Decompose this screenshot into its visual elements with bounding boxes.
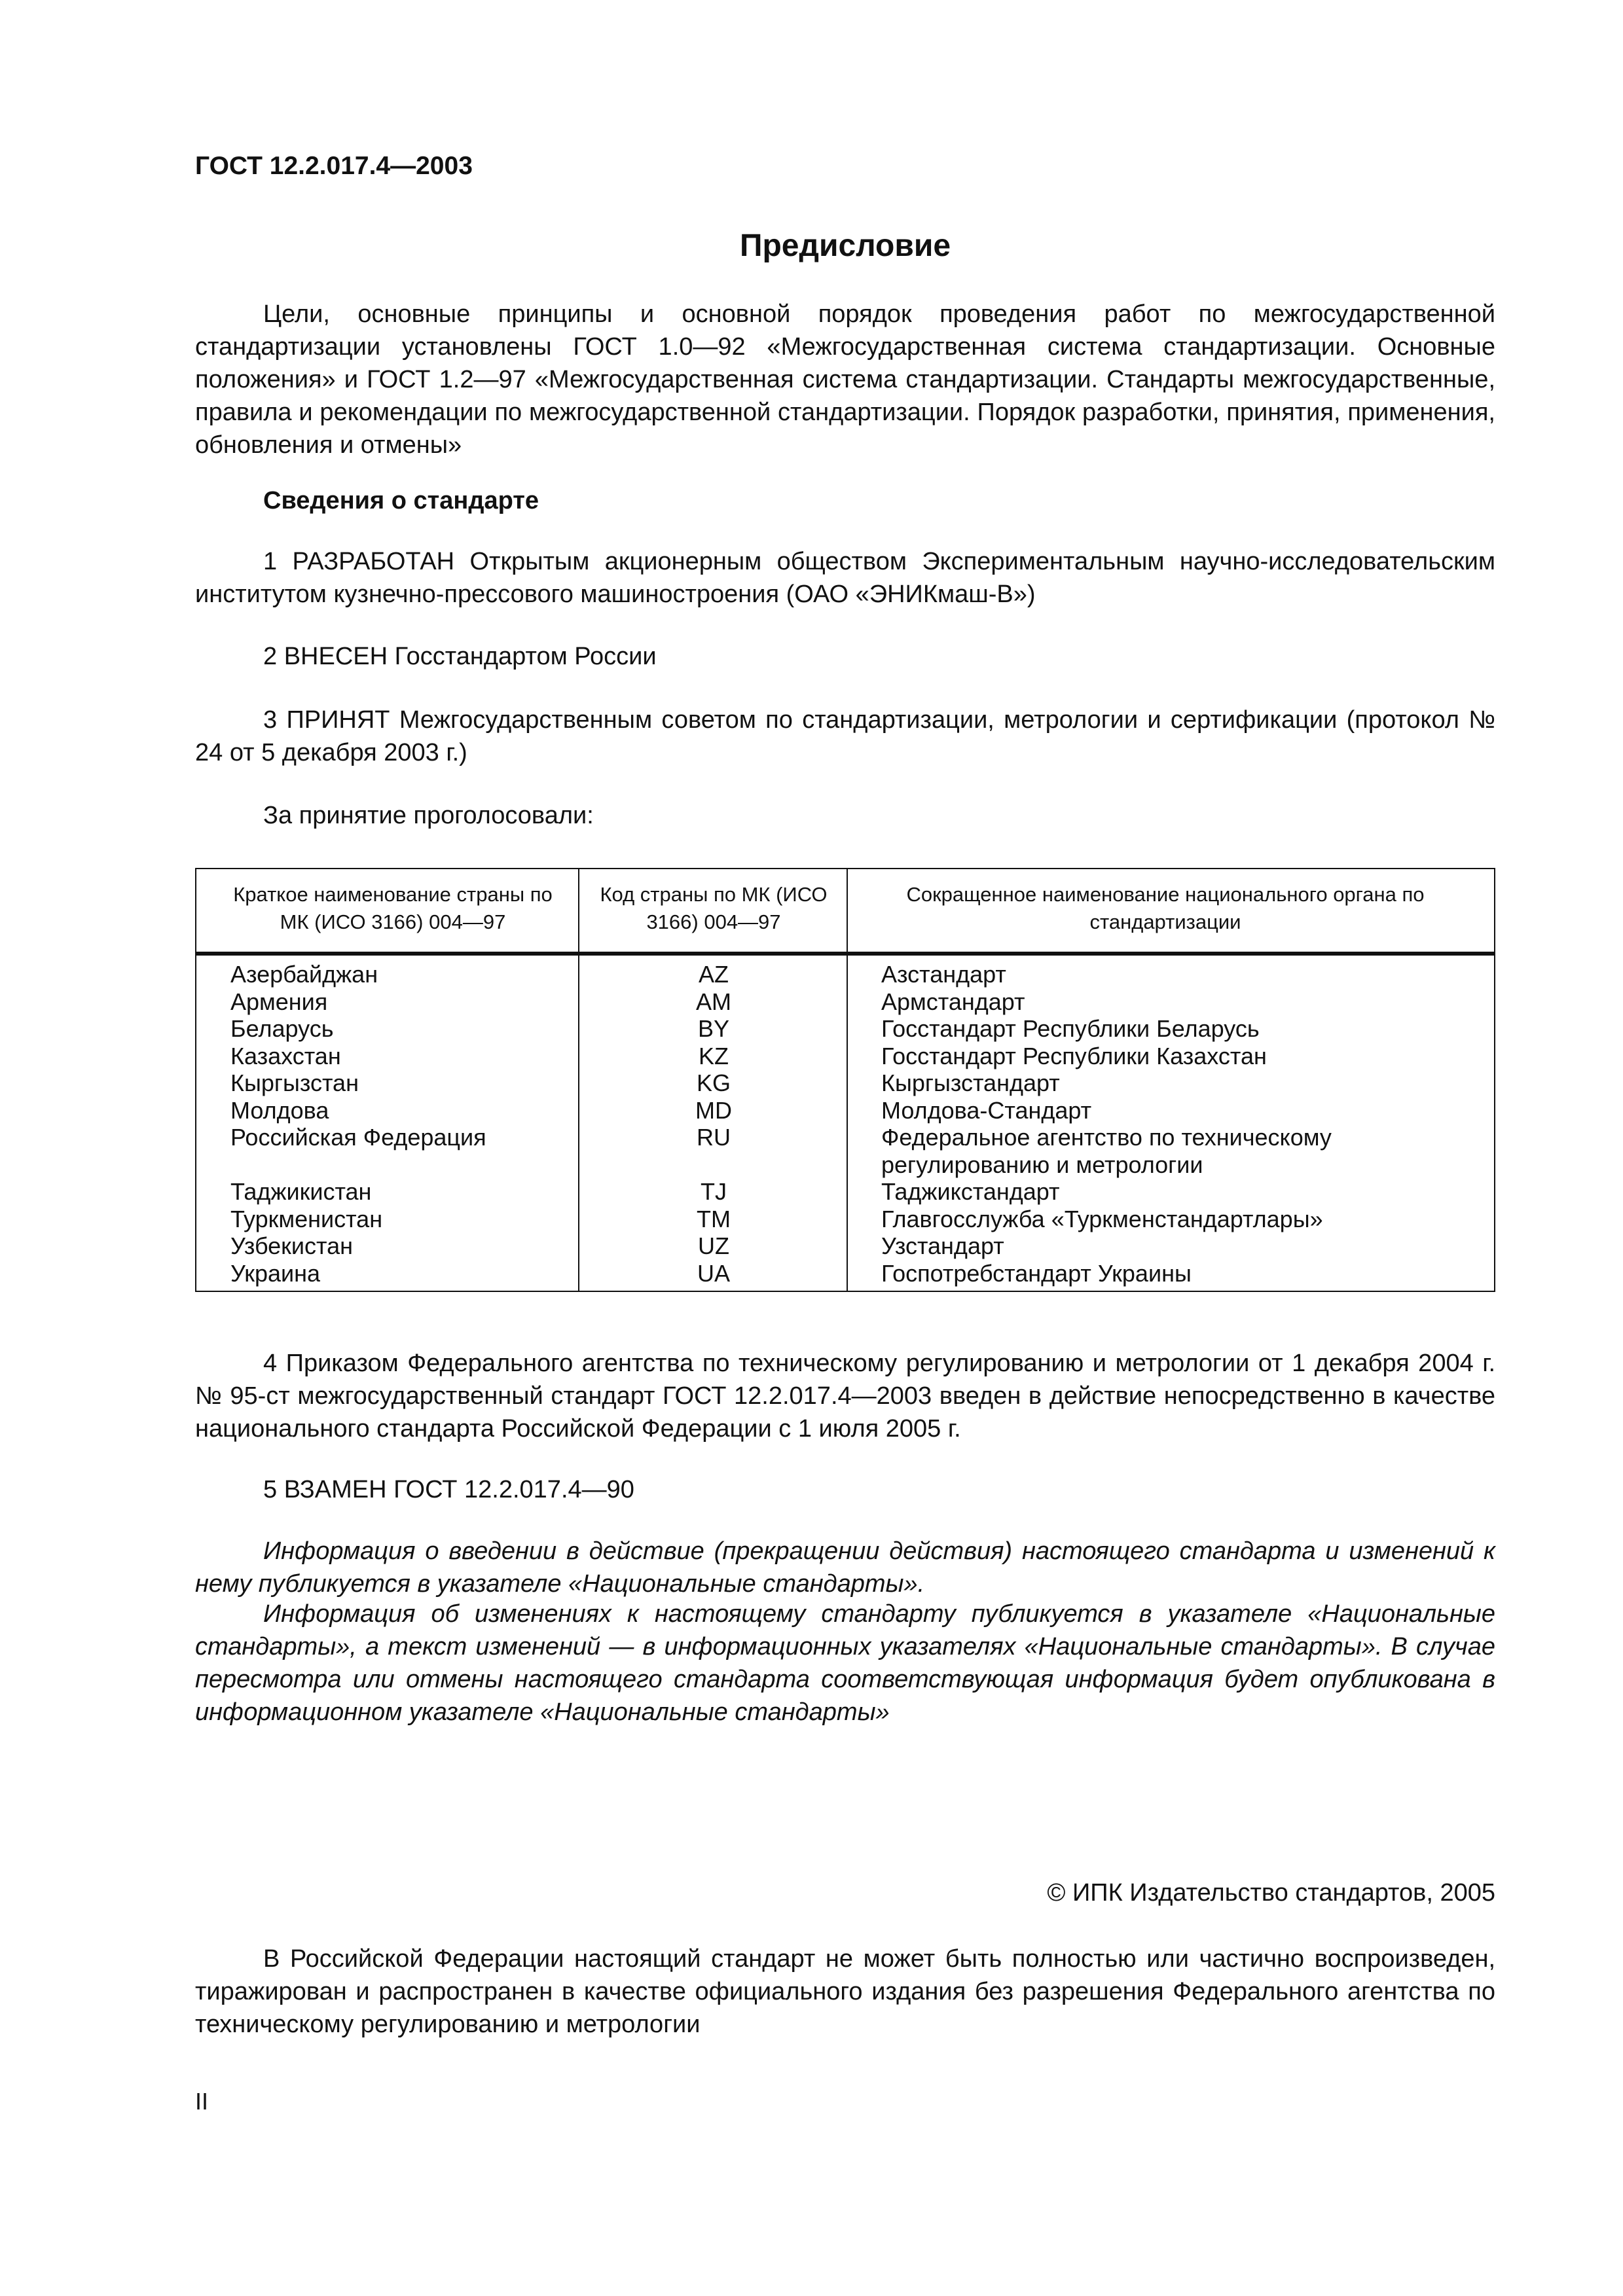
table-divider xyxy=(578,869,579,1291)
table-cell-country: Кыргызстан xyxy=(230,1069,359,1096)
table-cell-code: AM xyxy=(696,988,731,1015)
table-cell-organization: Госстандарт Республики Беларусь xyxy=(881,1015,1260,1042)
table-cell-organization: Молдова-Стандарт xyxy=(881,1096,1092,1124)
table-cell-country: Украина xyxy=(230,1259,321,1287)
table-cell-code: UZ xyxy=(698,1232,729,1259)
table-cell-organization: Азстандарт xyxy=(881,961,1006,988)
table-cell-code: KZ xyxy=(698,1042,729,1069)
section-heading: Сведения о стандарте xyxy=(263,487,539,514)
item-5-replaces: 5 ВЗАМЕН ГОСТ 12.2.017.4—90 xyxy=(263,1476,634,1503)
page-number: II xyxy=(195,2088,209,2115)
table-cell-country: Армения xyxy=(230,988,328,1015)
table-cell-country: Туркменистан xyxy=(230,1205,383,1232)
table-cell-country: Казахстан xyxy=(230,1042,341,1069)
table-cell-code: BY xyxy=(697,1015,730,1042)
table-cell-code: TM xyxy=(697,1205,731,1232)
item-3-adopted: 3 ПРИНЯТ Межгосударственным советом по стандартизации, метрологии и сертификации (протокол № 24 от 5 декабря 2003 г.) xyxy=(195,706,1495,766)
table-header-country: Краткое наименование страны по МК (ИСО 3166) 004—97 xyxy=(233,883,553,933)
voting-countries-table xyxy=(195,868,1495,1292)
item-1-developed: 1 РАЗРАБОТАН Открытым акционерным обществом Экспериментальным научно-исследовательским институтом кузнечно-прессового машиностроения (ОАО «ЭНИКмаш-В») xyxy=(195,548,1495,608)
table-cell-code: RU xyxy=(697,1124,731,1151)
table-cell-code: UA xyxy=(697,1259,730,1287)
info-paragraph-2: Информация об изменениях к настоящему стандарту публикуется в указателе «Национальные стандарты», а текст изменений — в информационных указателях «Национальные стандарты». В случае пересмотра или отмены настоящего стандарта соответствующая информация будет опубликована в информационном указателе «Национальные стандарты» xyxy=(195,1600,1495,1726)
table-header-code: Код страны по МК (ИСО 3166) 004—97 xyxy=(600,883,828,933)
code-column xyxy=(583,961,845,1287)
copyright-line: © ИПК Издательство стандартов, 2005 xyxy=(1047,1879,1495,1907)
table-cell-organization: Кыргызстандарт xyxy=(881,1069,1060,1096)
table-cell-organization: Узстандарт xyxy=(881,1232,1004,1259)
table-cell-country: Молдова xyxy=(230,1096,329,1124)
reproduction-notice: В Российской Федерации настоящий стандарт не может быть полностью или частично воспроизведен, тиражирован и распространен в качестве официального издания без разрешения Федерального агентства по техническому регулированию и метрологии xyxy=(195,1945,1495,2038)
table-cell-code: TJ xyxy=(701,1178,727,1205)
table-cell-code: AZ xyxy=(698,961,729,988)
table-cell-organization: Армстандарт xyxy=(881,988,1025,1015)
table-header-rule xyxy=(196,952,1494,956)
table-cell-organization: Главгосслужба «Туркменстандартлары» xyxy=(881,1205,1323,1232)
table-cell-code: KG xyxy=(696,1069,731,1096)
organization-column xyxy=(881,961,1470,1287)
table-cell-country: Узбекистан xyxy=(230,1232,354,1259)
page-title: Предисловие xyxy=(739,228,951,263)
table-cell-organization: Таджикстандарт xyxy=(881,1178,1060,1205)
table-cell-organization: Федеральное агентство по техническому регулированию и метрологии xyxy=(881,1124,1332,1178)
country-column xyxy=(230,961,571,1287)
table-cell-organization: Госстандарт Республики Казахстан xyxy=(881,1042,1267,1069)
table-cell-country: Беларусь xyxy=(230,1015,334,1042)
table-header-organization: Сокращенное наименование национального органа по стандартизации xyxy=(906,883,1425,933)
table-cell-country: Российская Федерация xyxy=(230,1124,486,1151)
table-cell-country: Азербайджан xyxy=(230,961,378,988)
item-2-introduced: 2 ВНЕСЕН Госстандартом России xyxy=(263,643,657,670)
table-cell-code: MD xyxy=(695,1096,732,1124)
info-paragraph-1: Информация о введении в действие (прекращении действия) настоящего стандарта и изменений к нему публикуется в указателе «Национальные стандарты». xyxy=(195,1537,1495,1598)
intro-paragraph: Цели, основные принципы и основной порядок проведения работ по межгосударственной стандартизации установлены ГОСТ 1.0—92 «Межгосударственная система стандартизации. Основные положения» и ГОСТ 1.2—97 «Межгосударственная система стандартизации. Стандарты межгосударственные, правила и рекомендации по межгосударственной стандартизации. Порядок разработки, принятия, применения, обновления и отмены» xyxy=(195,300,1495,459)
table-divider xyxy=(847,869,848,1291)
table-cell-country: Таджикистан xyxy=(230,1178,372,1205)
vote-label: За принятие проголосовали: xyxy=(263,802,594,829)
document-id-header: ГОСТ 12.2.017.4—2003 xyxy=(195,152,473,180)
item-4-enacted: 4 Приказом Федерального агентства по техническому регулированию и метрологии от 1 декабря 2004 г. № 95-ст межгосударственный стандарт ГОСТ 12.2.017.4—2003 введен в действие непосредственно в качестве национального стандарта Российской Федерации с 1 июля 2005 г. xyxy=(195,1350,1495,1443)
table-cell-organization: Госпотребстандарт Украины xyxy=(881,1259,1192,1287)
